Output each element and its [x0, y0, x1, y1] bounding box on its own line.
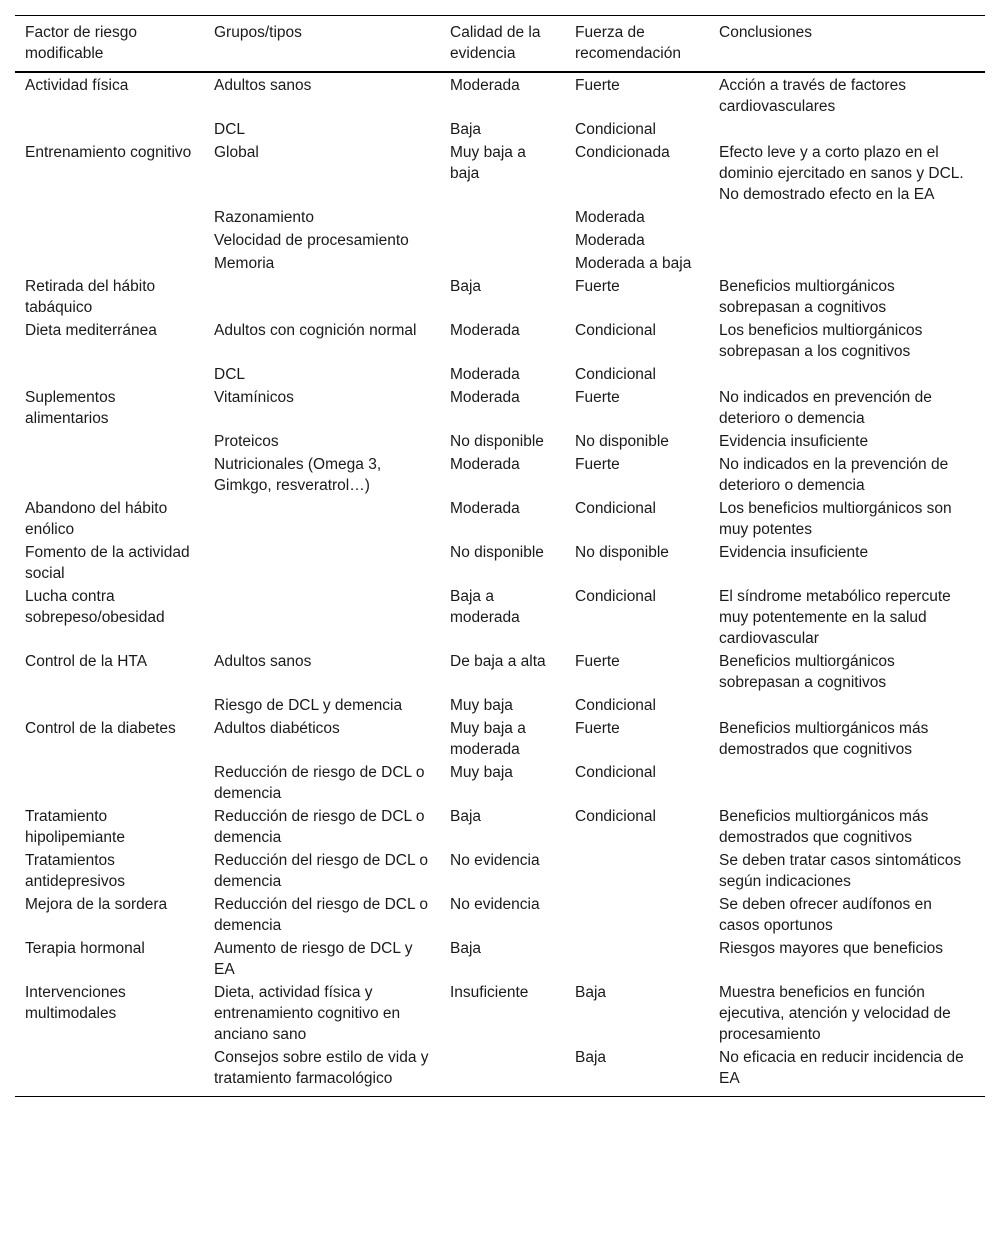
cell-strength: Condicional	[575, 366, 656, 383]
cell-strength: Moderada	[575, 209, 645, 226]
cell-strength: No disponible	[575, 544, 669, 561]
cell-evidence: Moderada	[450, 456, 520, 473]
cell-evidence: Baja	[450, 121, 482, 138]
cell-factor: Tratamiento hipolipemiante	[25, 808, 125, 846]
cell-group: Reducción del riesgo de DCL o demencia	[214, 896, 428, 934]
cell-conclusion	[709, 229, 985, 252]
cell-strength: Condicional	[575, 500, 656, 517]
cell-group: Aumento de riesgo de DCL y EA	[214, 940, 413, 978]
cell-group: Memoria	[214, 255, 275, 272]
cell-strength: Baja	[575, 1049, 607, 1066]
cell-conclusion	[709, 118, 985, 141]
cell-conclusion: Beneficios multiorgánicos más demostrados que cognitivos	[719, 808, 929, 846]
table-row	[15, 1046, 985, 1097]
cell-factor: Retirada del hábito tabáquico	[25, 278, 156, 316]
table-row	[15, 252, 985, 275]
cell-factor: Intervenciones multimodales	[25, 984, 126, 1022]
table-row	[15, 118, 985, 141]
cell-evidence	[440, 206, 565, 229]
cell-conclusion: Efecto leve y a corto plazo en el dominio ejercitado en sanos y DCL. No demostrado efecto en la EA	[719, 144, 964, 203]
cell-conclusion: Se deben ofrecer audífonos en casos oportunos	[719, 896, 932, 934]
cell-strength: Fuerte	[575, 720, 620, 737]
cell-conclusion: Beneficios multiorgánicos sobrepasan a cognitivos	[719, 653, 895, 691]
cell-group: Riesgo de DCL y demencia	[214, 697, 403, 714]
cell-evidence: Baja	[450, 278, 482, 295]
cell-conclusion: Los beneficios multiorgánicos son muy potentes	[719, 500, 952, 538]
cell-factor	[15, 252, 204, 275]
header-evidence-quality: Calidad de la evidencia	[450, 24, 541, 62]
table-row	[15, 805, 985, 849]
cell-conclusion	[709, 694, 985, 717]
cell-conclusion	[709, 761, 985, 805]
table-row	[15, 937, 985, 981]
cell-group: Adultos con cognición normal	[214, 322, 417, 339]
cell-factor: Fomento de la actividad social	[25, 544, 190, 582]
cell-factor	[15, 761, 204, 805]
cell-group: Adultos sanos	[214, 653, 312, 670]
table-row	[15, 541, 985, 585]
cell-factor	[15, 453, 204, 497]
table-row	[15, 497, 985, 541]
cell-conclusion: Se deben tratar casos sintomáticos según indicaciones	[719, 852, 962, 890]
table-row	[15, 585, 985, 650]
table-row	[15, 72, 985, 118]
cell-factor	[15, 430, 204, 453]
cell-evidence	[440, 229, 565, 252]
header-conclusions: Conclusiones	[719, 24, 813, 41]
cell-group: Razonamiento	[214, 209, 314, 226]
cell-group: Vitamínicos	[214, 389, 294, 406]
cell-strength: Fuerte	[575, 77, 620, 94]
cell-evidence	[440, 1046, 565, 1097]
cell-factor: Abandono del hábito enólico	[25, 500, 168, 538]
cell-strength: Moderada a baja	[575, 255, 692, 272]
cell-strength: Condicional	[575, 588, 656, 605]
cell-evidence: Insuficiente	[450, 984, 529, 1001]
cell-conclusion: Evidencia insuficiente	[719, 433, 869, 450]
cell-conclusion: Acción a través de factores cardiovasculares	[719, 77, 906, 115]
table-row	[15, 650, 985, 694]
cell-factor: Actividad física	[25, 77, 129, 94]
risk-factor-table	[15, 15, 985, 1097]
table-row	[15, 981, 985, 1046]
table-row	[15, 717, 985, 761]
cell-group: Adultos sanos	[214, 77, 312, 94]
header-factor: Factor de riesgo modificable	[25, 24, 137, 62]
cell-strength: Fuerte	[575, 456, 620, 473]
cell-evidence: No disponible	[450, 544, 544, 561]
cell-strength: Condicional	[575, 764, 656, 781]
cell-strength: Condicional	[575, 697, 656, 714]
cell-evidence: De baja a alta	[450, 653, 546, 670]
cell-strength: Moderada	[575, 232, 645, 249]
cell-conclusion: Beneficios multiorgánicos sobrepasan a cognitivos	[719, 278, 895, 316]
cell-strength: Condicional	[575, 322, 656, 339]
cell-strength	[565, 937, 709, 981]
cell-evidence: No evidencia	[450, 896, 540, 913]
cell-factor: Suplementos alimentarios	[25, 389, 116, 427]
cell-factor	[15, 1046, 204, 1097]
table-row	[15, 206, 985, 229]
table-row	[15, 453, 985, 497]
cell-factor	[15, 206, 204, 229]
cell-evidence: Muy baja	[450, 764, 513, 781]
cell-conclusion: Muestra beneficios en función ejecutiva, atención y velocidad de procesamiento	[719, 984, 951, 1043]
cell-evidence: Muy baja a moderada	[450, 720, 526, 758]
cell-strength: Fuerte	[575, 389, 620, 406]
cell-evidence: Baja	[450, 940, 482, 957]
cell-conclusion: Beneficios multiorgánicos más demostrados que cognitivos	[719, 720, 929, 758]
table-row	[15, 229, 985, 252]
cell-factor: Mejora de la sordera	[25, 896, 168, 913]
cell-strength: Fuerte	[575, 653, 620, 670]
cell-evidence	[440, 252, 565, 275]
table-row	[15, 319, 985, 363]
cell-factor: Dieta mediterránea	[25, 322, 157, 339]
cell-factor	[15, 229, 204, 252]
cell-group: Proteicos	[214, 433, 279, 450]
cell-group: Nutricionales (Omega 3, Gimkgo, resveratrol…)	[214, 456, 382, 494]
cell-evidence: Moderada	[450, 322, 520, 339]
cell-strength: Baja	[575, 984, 607, 1001]
cell-group: DCL	[214, 366, 246, 383]
table-header	[15, 16, 985, 73]
cell-group: Velocidad de procesamiento	[214, 232, 409, 249]
cell-conclusion: No indicados en la prevención de deterioro o demencia	[719, 456, 949, 494]
cell-evidence: No evidencia	[450, 852, 540, 869]
table-row	[15, 694, 985, 717]
cell-strength	[565, 849, 709, 893]
cell-factor: Control de la diabetes	[25, 720, 176, 737]
table-body	[15, 72, 985, 1097]
cell-conclusion: El síndrome metabólico repercute muy potentemente en la salud cardiovascular	[719, 588, 951, 647]
cell-strength: Condicional	[575, 808, 656, 825]
table-row	[15, 893, 985, 937]
cell-strength: Condicional	[575, 121, 656, 138]
cell-factor: Terapia hormonal	[25, 940, 145, 957]
table-row	[15, 141, 985, 206]
header-recommendation-strength: Fuerza de recomendación	[575, 24, 681, 62]
cell-conclusion	[709, 206, 985, 229]
cell-group: DCL	[214, 121, 246, 138]
cell-evidence: Moderada	[450, 77, 520, 94]
header-row	[15, 16, 985, 73]
cell-evidence: Moderada	[450, 500, 520, 517]
cell-conclusion	[709, 363, 985, 386]
cell-group: Consejos sobre estilo de vida y tratamiento farmacológico	[214, 1049, 429, 1087]
cell-conclusion: No indicados en prevención de deterioro o demencia	[719, 389, 932, 427]
cell-group: Reducción de riesgo de DCL o demencia	[214, 764, 425, 802]
cell-evidence: No disponible	[450, 433, 544, 450]
cell-group	[204, 275, 440, 319]
cell-factor	[15, 118, 204, 141]
cell-evidence: Muy baja a baja	[450, 144, 526, 182]
table-row	[15, 761, 985, 805]
cell-factor	[15, 694, 204, 717]
table-row	[15, 849, 985, 893]
cell-strength: No disponible	[575, 433, 669, 450]
cell-evidence: Moderada	[450, 389, 520, 406]
cell-group: Dieta, actividad física y entrenamiento cognitivo en anciano sano	[214, 984, 401, 1043]
cell-conclusion: No eficacia en reducir incidencia de EA	[719, 1049, 964, 1087]
cell-group: Reducción del riesgo de DCL o demencia	[214, 852, 428, 890]
cell-factor: Entrenamiento cognitivo	[25, 144, 192, 161]
cell-evidence: Muy baja	[450, 697, 513, 714]
cell-conclusion: Riesgos mayores que beneficios	[719, 940, 944, 957]
cell-factor: Lucha contra sobrepeso/obesidad	[25, 588, 165, 626]
cell-strength: Fuerte	[575, 278, 620, 295]
header-groups: Grupos/tipos	[214, 24, 302, 41]
cell-conclusion: Evidencia insuficiente	[719, 544, 869, 561]
cell-conclusion	[709, 252, 985, 275]
cell-evidence: Baja a moderada	[450, 588, 520, 626]
cell-factor: Tratamientos antidepresivos	[25, 852, 125, 890]
cell-group	[204, 497, 440, 541]
cell-group: Reducción de riesgo de DCL o demencia	[214, 808, 425, 846]
cell-evidence: Moderada	[450, 366, 520, 383]
cell-strength: Condicionada	[575, 144, 670, 161]
table-row	[15, 363, 985, 386]
table-row	[15, 430, 985, 453]
cell-factor: Control de la HTA	[25, 653, 148, 670]
cell-group	[204, 585, 440, 650]
evidence-table-container	[15, 15, 985, 1097]
cell-group	[204, 541, 440, 585]
cell-evidence: Baja	[450, 808, 482, 825]
cell-group: Adultos diabéticos	[214, 720, 340, 737]
cell-group: Global	[214, 144, 259, 161]
table-row	[15, 275, 985, 319]
cell-conclusion: Los beneficios multiorgánicos sobrepasan a los cognitivos	[719, 322, 923, 360]
cell-strength	[565, 893, 709, 937]
cell-factor	[15, 363, 204, 386]
table-row	[15, 386, 985, 430]
